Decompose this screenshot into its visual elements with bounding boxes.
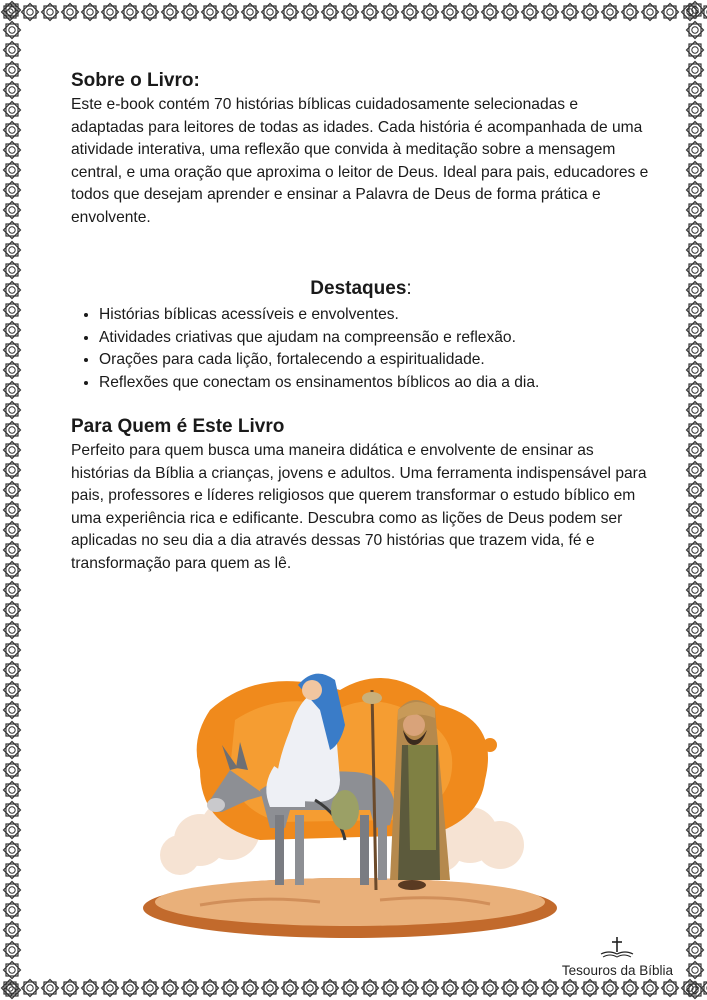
- highlights-section: [71, 276, 651, 394]
- audience-section: [71, 414, 651, 575]
- list-item: • Atividades criativas que ajudam na compreensão e reflexão.: [99, 327, 651, 350]
- about-text: Este e-book contém 70 histórias bíblicas cuidadosamente selecionadas e adaptadas para leitores de todas as idades. Cada história é acompanhada de uma atividade interativa, uma reflexão que convida à meditação sobre a mensagem central, e uma oração que aproxima o leitor de Deus. Ideal para pais, educadores e todos que desejam aprender e ensinar a Palavra de Deus de forma prática e envolvente.: [71, 96, 649, 226]
- highlights-heading: [71, 276, 651, 302]
- highlights-colon: :: [406, 278, 412, 299]
- audience-text: Perfeito para quem busca uma maneira didática e envolvente de ensinar as histórias da Bíblia a crianças, jovens e adultos. Uma ferramenta indispensável para pais, professores e líderes religiosos que querem transformar o estudo bíblico em uma experiência rica e edificante. Descubra como as lições de Deus podem ser aplicadas no seu dia a dia através dessas 70 histórias que trazem vida, fé e transformação para quem as lê.: [71, 442, 647, 572]
- highlights-list: [71, 304, 651, 394]
- decorative-border-top: [0, 0, 707, 24]
- highlights-title: Destaques: [310, 278, 407, 299]
- cross-book-icon: [597, 936, 637, 958]
- list-item: • Histórias bíblicas acessíveis e envolventes.: [99, 304, 651, 327]
- list-item: • Reflexões que conectam os ensinamentos bíblicos ao dia a dia.: [99, 372, 651, 395]
- decorative-border-right: [683, 0, 707, 1000]
- list-item: • Orações para cada lição, fortalecendo a espiritualidade.: [99, 349, 651, 372]
- audience-title: Para Quem é Este Livro: [71, 416, 285, 437]
- brand-logo: [562, 936, 673, 978]
- brand-name: Tesouros da Bíblia: [561, 963, 673, 978]
- about-section: [71, 68, 651, 229]
- decorative-border-left: [0, 0, 24, 1000]
- mary-joseph-donkey-illustration: [140, 650, 560, 940]
- decorative-border-bottom: [0, 976, 707, 1000]
- about-title: Sobre o Livro:: [71, 70, 200, 91]
